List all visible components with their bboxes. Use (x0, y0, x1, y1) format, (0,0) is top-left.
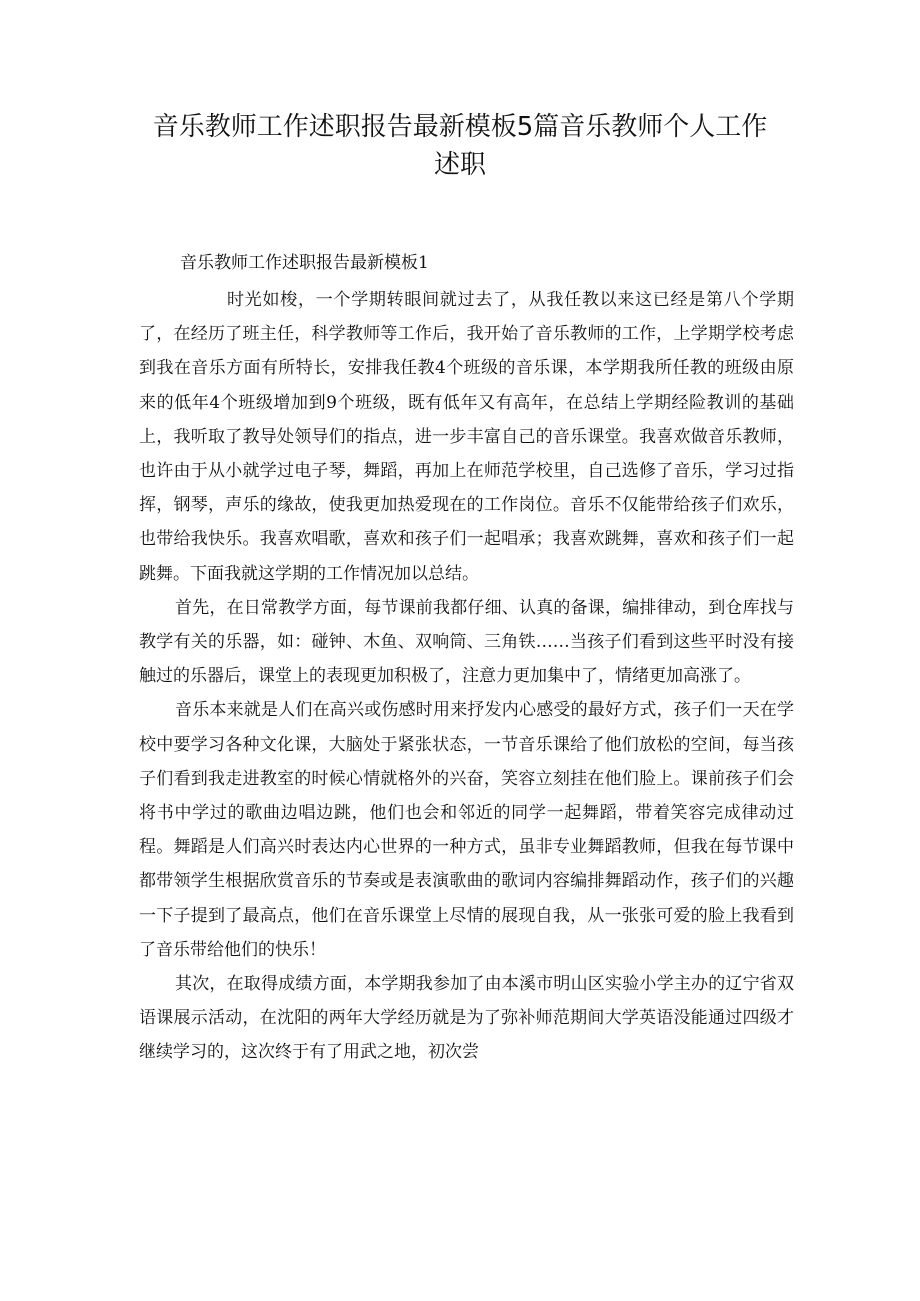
paragraph-1: 时光如梭，一个学期转眼间就过去了，从我任教以来这已经是第八个学期了，在经历了班主任，科学教师等工作后，我开始了音乐教师的工作，上学期学校考虑到我在音乐方面有所特长，安排我任教4个班级的音乐课，本学期我所任教的班级由原来的低年4个班级增加到9个班级，既有低年又有高年，在总结上学期经险教训的基础上，我听取了教导处领导们的指点，进一步丰富自己的音乐课堂。我喜欢做音乐教师，也许由于从小就学过电子琴，舞蹈，再加上在师范学校里，自己选修了音乐，学习过指挥，钢琴，声乐的缘故，使我更加热爱现在的工作岗位。音乐不仅能带给孩子们欢乐，也带给我快乐。我喜欢唱歌，喜欢和孩子们一起唱承；我喜欢跳舞，喜欢和孩子们一起跳舞。下面我就这学期的工作情况加以总结。 (139, 290, 794, 584)
document-body (139, 283, 794, 1070)
paragraph-3: 音乐本来就是人们在高兴或伤感时用来抒发内心感受的最好方式，孩子们一天在学校中要学习各种文化课，大脑处于紧张状态，一节音乐课给了他们放松的空间，每当孩子们看到我走进教室的时候心情就格外的兴奋，笑容立刻挂在他们脸上。课前孩子们会将书中学过的歌曲边唱边跳，他们也会和邻近的同学一起舞蹈，带着笑容完成律动过程。舞蹈是人们高兴时表达内心世界的一种方式，虽非专业舞蹈教师，但我在每节课中都带领学生根据欣赏音乐的节奏或是表演歌曲的歌词内容编排舞蹈动作，孩子们的兴趣一下子提到了最高点，他们在音乐课堂上尽情的展现自我，从一张张可爱的脸上我看到了音乐带给他们的快乐！ (139, 700, 794, 960)
document-title: 音乐教师工作述职报告最新模板5篇音乐教师个人工作述职 (152, 112, 768, 180)
paragraph-4: 其次，在取得成绩方面，本学期我参加了由本溪市明山区实验小学主办的辽宁省双语课展示活动，在沈阳的两年大学经历就是为了弥补师范期间大学英语没能通过四级才继续学习的，这次终于有了用武之地，初次尝 (139, 974, 794, 1063)
section-heading: 音乐教师工作述职报告最新模板1 (180, 253, 429, 273)
paragraph-2: 首先，在日常教学方面，每节课前我都仔细、认真的备课，编排律动，到仓库找与教学有关的乐器，如：碰钟、木鱼、双响筒、三角铁……当孩子们看到这些平时没有接触过的乐器后，课堂上的表现更加积极了，注意力更加集中了，情绪更加高涨了。 (139, 597, 794, 687)
